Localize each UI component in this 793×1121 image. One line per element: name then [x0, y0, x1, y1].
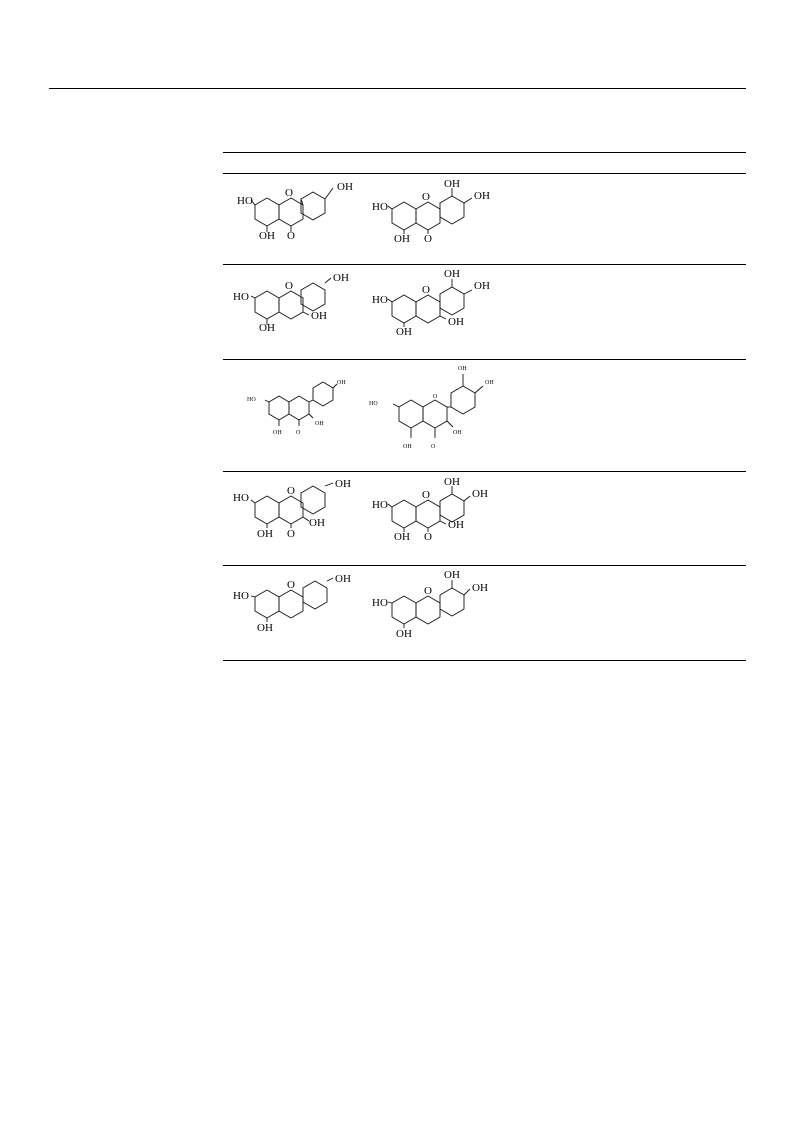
hydroxyl-label: OH [335, 478, 351, 490]
hydroxyl-label: OH [257, 528, 273, 540]
table-row [223, 472, 746, 565]
hydroxyl-label: OH [458, 366, 467, 372]
hydroxyl-label: HO [247, 397, 256, 403]
ring-oxygen-label: O [422, 489, 430, 501]
hydroxyl-label: OH [474, 280, 490, 292]
hydroxyl-label: OH [315, 421, 324, 427]
hydroxyl-label: HO [237, 195, 253, 207]
flavanone-4oh-structure [233, 174, 363, 254]
hydroxyl-label: HO [372, 201, 388, 213]
flavan3ol-4oh-structure [233, 265, 363, 345]
hydroxyl-label: OH [394, 531, 410, 543]
hydroxyl-label: OH [448, 519, 464, 531]
flavanone-34oh-structure [370, 174, 500, 254]
hydroxyl-label: OH [448, 316, 464, 328]
hydroxyl-label: OH [472, 582, 488, 594]
flavonol-34oh-small-structure [367, 360, 517, 460]
hydroxyl-label: OH [273, 430, 282, 436]
hydroxyl-label: OH [259, 230, 275, 242]
table-top-rule [223, 152, 746, 153]
carbonyl-oxygen-label: O [287, 230, 295, 242]
hydroxyl-label: HO [233, 291, 249, 303]
hydroxyl-label: OH [453, 430, 462, 436]
hydroxyl-label: HO [372, 597, 388, 609]
carbonyl-oxygen-label: O [424, 233, 432, 245]
table-row [223, 265, 746, 359]
hydroxyl-label: OH [257, 622, 273, 634]
hydroxyl-label: OH [333, 272, 349, 284]
table-row [223, 174, 746, 264]
flavan3ol-34oh-structure [370, 265, 500, 345]
table-row [223, 566, 746, 660]
flavonol-4oh-small-structure [239, 360, 369, 450]
carbonyl-oxygen-label: O [287, 528, 295, 540]
hydroxyl-label: OH [309, 517, 325, 529]
hydroxyl-label: OH [444, 268, 460, 280]
ring-oxygen-label: O [422, 284, 430, 296]
table-bottom-rule [223, 660, 746, 661]
hydroxyl-label: OH [259, 322, 275, 334]
ring-oxygen-label: O [285, 187, 293, 199]
hydroxyl-label: OH [394, 233, 410, 245]
ring-oxygen-label: O [422, 191, 430, 203]
hydroxyl-label: HO [372, 294, 388, 306]
ring-oxygen-label: O [285, 280, 293, 292]
carbonyl-oxygen-label: O [424, 531, 432, 543]
hydroxyl-label: OH [337, 380, 346, 386]
ring-oxygen-label: O [287, 579, 295, 591]
hydroxyl-label: OH [474, 190, 490, 202]
hydroxyl-label: OH [403, 444, 412, 450]
hydroxyl-label: HO [372, 499, 388, 511]
hydroxyl-label: OH [337, 181, 353, 193]
ring-oxygen-label: O [433, 394, 438, 400]
page-header-rule [49, 88, 746, 89]
ring-oxygen-label: O [424, 585, 432, 597]
hydroxyl-label: OH [472, 488, 488, 500]
hydroxyl-label: OH [444, 476, 460, 488]
hydroxyl-label: OH [311, 310, 327, 322]
flavonol-34oh-structure [370, 472, 500, 552]
hydroxyl-label: OH [396, 628, 412, 640]
hydroxyl-label: HO [233, 492, 249, 504]
hydroxyl-label: HO [369, 401, 378, 407]
carbonyl-oxygen-label: O [296, 430, 301, 436]
ring-oxygen-label: O [287, 485, 295, 497]
flavylium-34oh-structure [370, 566, 500, 646]
hydroxyl-label: HO [233, 590, 249, 602]
flavonol-4oh-structure [233, 472, 363, 552]
flavylium-4oh-structure [233, 566, 363, 646]
hydroxyl-label: OH [335, 573, 351, 585]
carbonyl-oxygen-label: O [431, 444, 436, 450]
hydroxyl-label: OH [444, 569, 460, 581]
hydroxyl-label: OH [485, 380, 494, 386]
hydroxyl-label: OH [396, 326, 412, 338]
hydroxyl-label: OH [444, 178, 460, 190]
table-row [223, 360, 746, 471]
